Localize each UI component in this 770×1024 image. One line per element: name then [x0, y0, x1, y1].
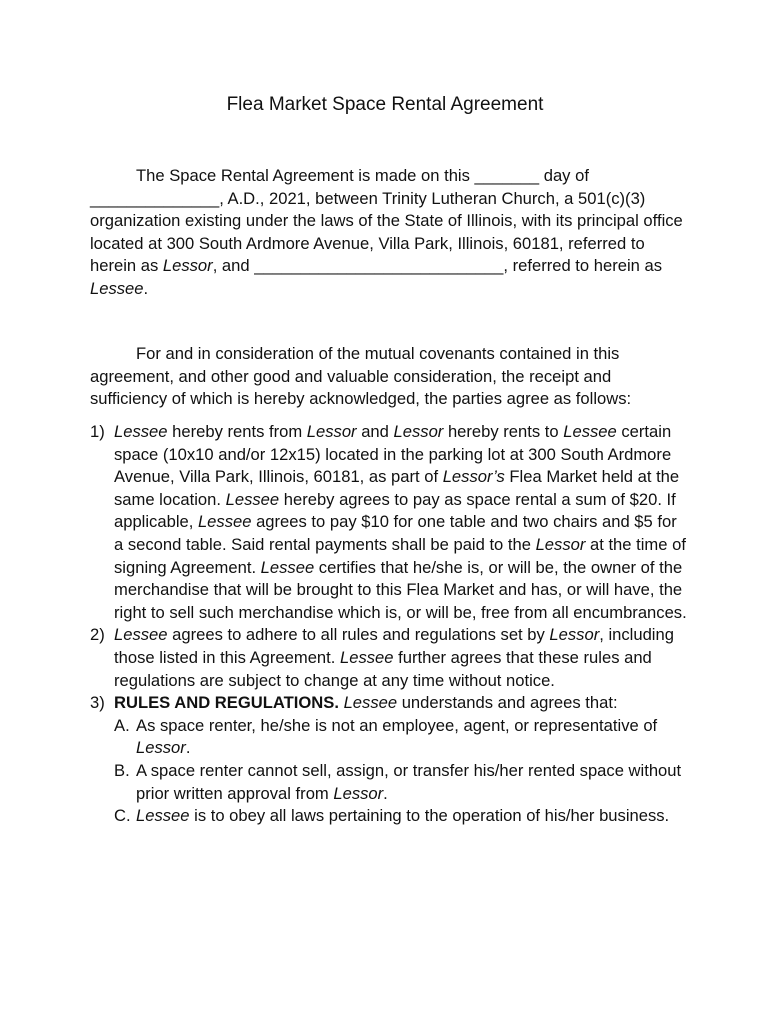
rule-item-c: C. Lessee is to obey all laws pertaining to the operation of his/her business.: [114, 805, 690, 828]
document-title: Flea Market Space Rental Agreement: [226, 94, 544, 115]
consideration-paragraph: For and in consideration of the mutual covenants contained in this agreement, and other good and valuable consideration, the receipt and sufficiency of which is hereby acknowledged, the parties agree as follows:: [90, 344, 632, 409]
term-number: 3): [90, 693, 105, 713]
rules-heading: RULES AND REGULATIONS.: [114, 693, 339, 713]
term-number: 1): [90, 422, 105, 441]
rule-item-b: B. A space renter cannot sell, assign, or transfer his/her rented space without prior written approval from Lessor.: [114, 760, 682, 803]
rule-letter: A.: [114, 715, 130, 735]
lessee-term: Lessee: [90, 278, 144, 298]
term-number: 2): [90, 625, 105, 645]
rule-letter: C.: [114, 806, 131, 826]
term-item-3: 3) RULES AND REGULATIONS. Lessee understands and agrees that: A. As space renter, he/she is not an employee, agent, or representative of Lessor. B. A space renter cannot sell, assign, or transfer his/her rented space without prior written approval from Lessor. C. Lessee is to obey all laws pertaining to the operation of his/her business.: [90, 692, 690, 828]
rule-letter: B.: [114, 760, 130, 780]
rule-item-a: A. As space renter, he/she is not an employee, agent, or representative of Lessor.: [114, 715, 658, 758]
term-item-2: 2) Lessee agrees to adhere to all rules and regulations set by Lessor, including those listed in this Agreement. Lessee further agrees that these rules and regulations are subject to change at any time without notice.: [90, 625, 674, 690]
lessor-term: Lessor: [162, 256, 213, 276]
terms-list: [90, 421, 690, 828]
agreement-intro-paragraph: The Space Rental Agreement is made on this _______ day of ______________, A.D., 2021, between Trinity Lutheran Church, a 501(c)(3) organization existing under the laws of the State of Illinois, with its principal office located at 300 South Ardmore Avenue, Villa Park, Illinois, 60181, referred to herein as Lessor, and ___________________________, referred to herein as Lessee.: [90, 166, 683, 298]
rules-sublist: [114, 715, 690, 828]
term-item-1: 1) Lessee hereby rents from Lessor and Lessor hereby rents to Lessee certain space (10x10 and/or 12x15) located in the parking lot at 300 South Ardmore Avenue, Villa Park, Illinois, 60181, as part of Lessor’s Flea Market held at the same location. Lessee hereby agrees to pay as space rental a sum of $20. If applicable, Lessee agrees to pay $10 for one table and two chairs and $5 for a second table. Said rental payments shall be paid to the Lessor at the time of signing Agreement. Lessee certifies that he/she is, or will be, the owner of the merchandise that will be brought to this Flea Market and has, or will have, the right to sell such merchandise which is, or will be, free from all encumbrances.: [90, 422, 687, 622]
